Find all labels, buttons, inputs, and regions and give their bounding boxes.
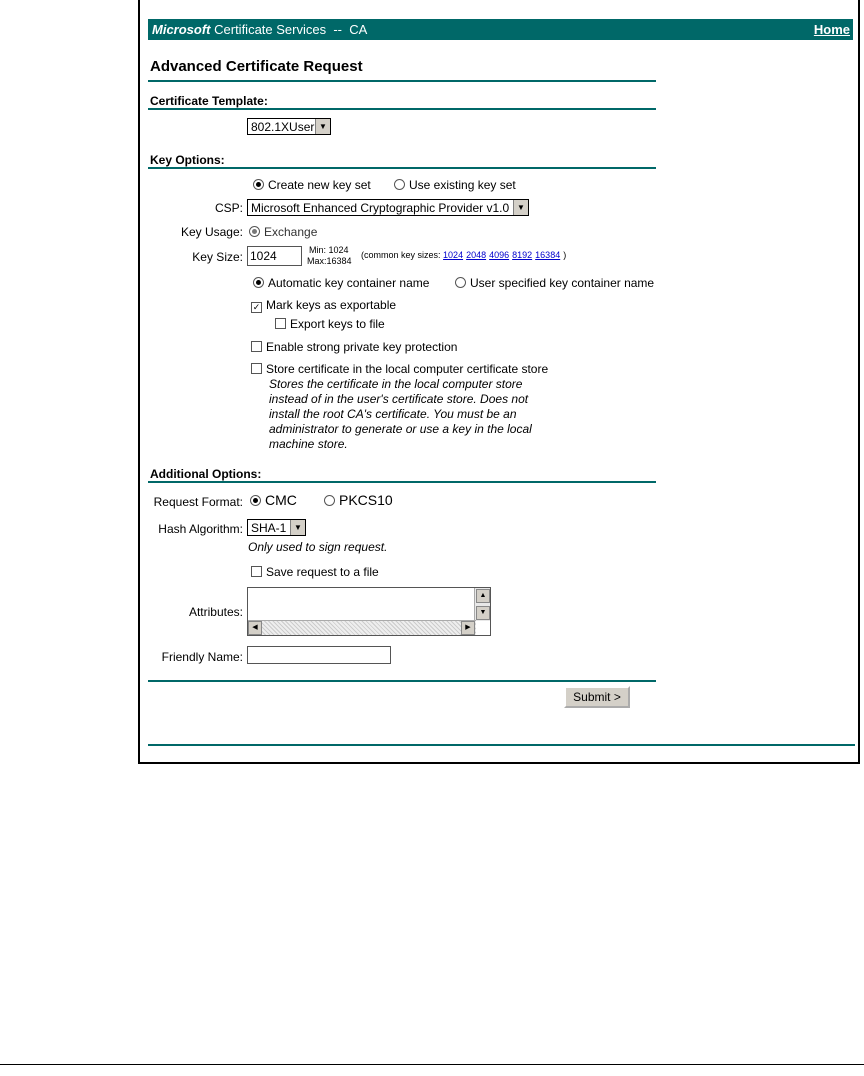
additional-options-heading: Additional Options: <box>150 467 262 481</box>
save-file-option[interactable]: Save request to a file <box>251 565 379 579</box>
common-key-sizes: (common key sizes: 1024 2048 4096 8192 16384 ) <box>361 250 567 260</box>
cmc-option[interactable]: CMC <box>250 492 297 508</box>
checkbox[interactable] <box>251 566 262 577</box>
attributes-label: Attributes: <box>188 605 243 619</box>
radio-selected[interactable] <box>253 179 264 190</box>
chevron-down-icon: ▼ <box>513 200 528 215</box>
vertical-scrollbar[interactable] <box>474 588 490 621</box>
auto-container-option[interactable]: Automatic key container name <box>253 276 429 290</box>
divider <box>148 167 656 169</box>
footer-divider <box>148 744 855 746</box>
radio-disabled <box>249 226 260 237</box>
arrow-right-icon[interactable]: ▶ <box>461 621 475 635</box>
chevron-down-icon: ▼ <box>290 520 305 535</box>
desc-line: machine store. <box>269 437 348 451</box>
hash-algorithm-select[interactable]: SHA-1 ▼ <box>247 519 306 536</box>
divider <box>148 680 656 682</box>
store-local-option[interactable]: Store certificate in the local computer certificate store <box>251 362 548 376</box>
page-bottom-line <box>0 1064 864 1065</box>
arrow-up-icon[interactable]: ▲ <box>476 589 490 603</box>
store-local-description <box>269 377 532 452</box>
submit-button[interactable]: Submit > <box>564 686 630 708</box>
hash-algorithm-label: Hash Algorithm: <box>158 522 243 536</box>
key-usage-exchange: Exchange <box>249 225 317 239</box>
mark-exportable-option[interactable]: ✓ Mark keys as exportable <box>252 298 397 312</box>
friendly-name-label: Friendly Name: <box>161 650 243 664</box>
divider <box>148 80 656 82</box>
key-size-link-8192[interactable]: 8192 <box>512 250 533 260</box>
chevron-down-icon: ▼ <box>315 119 330 134</box>
desc-line: administrator to generate or use a key in the local <box>269 422 532 436</box>
template-select[interactable]: 802.1XUser ▼ <box>247 118 331 135</box>
csp-label: CSP: <box>214 201 243 215</box>
friendly-name-input[interactable] <box>247 646 391 664</box>
key-size-link-4096[interactable]: 4096 <box>489 250 510 260</box>
horizontal-scrollbar[interactable] <box>248 620 476 635</box>
checkbox[interactable] <box>275 318 286 329</box>
arrow-left-icon[interactable]: ◀ <box>248 621 262 635</box>
brand: Microsoft Certificate Services -- CA <box>152 22 368 37</box>
radio[interactable] <box>394 179 405 190</box>
checkbox[interactable] <box>251 363 262 374</box>
hash-note: Only used to sign request. <box>248 540 388 554</box>
key-size-max: Max:16384 <box>307 256 352 266</box>
use-existing-key-option[interactable]: Use existing key set <box>394 178 516 192</box>
key-size-link-2048[interactable]: 2048 <box>466 250 487 260</box>
radio[interactable] <box>455 277 466 288</box>
key-size-min: Min: 1024 <box>309 245 349 255</box>
csp-select[interactable]: Microsoft Enhanced Cryptographic Provider v1.0 ▼ <box>247 199 529 216</box>
key-size-label: Key Size: <box>192 250 243 264</box>
attributes-textarea[interactable] <box>247 587 491 636</box>
key-size-link-16384[interactable]: 16384 <box>535 250 561 260</box>
export-file-option[interactable]: Export keys to file <box>275 317 385 331</box>
checkbox-checked[interactable]: ✓ <box>252 302 261 312</box>
strong-protection-option[interactable]: Enable strong private key protection <box>251 340 457 354</box>
key-size-link-1024[interactable]: 1024 <box>443 250 464 260</box>
radio-selected[interactable] <box>253 277 264 288</box>
template-heading: Certificate Template: <box>150 94 268 108</box>
radio-selected[interactable] <box>250 495 261 506</box>
home-link[interactable]: Home <box>813 22 850 37</box>
key-options-heading: Key Options: <box>150 153 225 167</box>
checkbox[interactable] <box>251 341 262 352</box>
page-title: Advanced Certificate Request <box>150 58 363 75</box>
create-new-key-option[interactable]: Create new key set <box>253 178 371 192</box>
key-usage-label: Key Usage: <box>180 225 243 239</box>
request-format-label: Request Format: <box>153 495 243 509</box>
divider <box>148 481 656 483</box>
desc-line: install the root CA's certificate. You must be an <box>269 407 517 421</box>
desc-line: Stores the certificate in the local computer store <box>269 377 523 391</box>
user-container-option[interactable]: User specified key container name <box>455 276 654 290</box>
pkcs10-option[interactable]: PKCS10 <box>324 492 393 508</box>
desc-line: instead of in the user's certificate store. Does not <box>269 392 529 406</box>
arrow-down-icon[interactable]: ▼ <box>476 606 490 620</box>
key-size-input[interactable]: 1024 <box>247 246 302 266</box>
header-bar <box>148 19 853 40</box>
divider <box>148 108 656 110</box>
radio[interactable] <box>324 495 335 506</box>
